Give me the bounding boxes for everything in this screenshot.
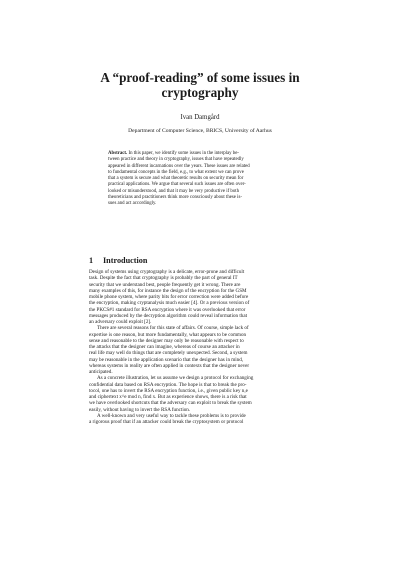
abstract-line: to fundamental concepts in the field, e.g., to what extent we can prove [108,169,244,175]
body-line: the PKCS#1 standard for RSA encryption where it was overlooked that error [89,306,246,313]
abstract-line: tween practice and theory in cryptography, issues that have repeatedly [108,157,244,163]
body-line: real life may well do things that are completely unexpected. Second, a system [89,350,248,357]
title-line: cryptography [161,85,239,100]
body-line: task. Despite the fact that cryptography is probably the part of general IT [89,275,238,282]
body-line: security that we understand best, people frequently get it wrong. There are [89,281,241,288]
abstract-line: theoreticians and practitioners think more consciously about these is- [108,195,242,201]
body-line: anticipated. [89,369,113,375]
body-line: mobile phone system, where parity bits for error correction were added before [89,294,249,300]
abstract-line: looked or misunderstood, and that it may be very productive if both [108,188,240,194]
body-line: messages produced by the decryption algorithm could reveal information that [89,312,248,319]
abstract-label: Abstract. [108,151,128,156]
body-line: confidential data based on RSA encryption. The hope is that to break the pro- [89,381,247,388]
body-line: As a concrete illustration, let us assume we design a protocol for exchanging [97,375,254,382]
abstract-text: In this paper, we identify some issues in the interplay be- [127,151,239,156]
body-line: and ciphertext x^e mod n, find x. But as experience shows, there is a risk that [89,394,247,400]
body-line: whereas systems in reality are often applied in contexts that the designer never [89,362,250,369]
section-heading [89,256,147,266]
body-line: the encryption, making cryptanalysis much easier [4]. Or a previous version of [89,300,250,307]
abstract-line: appeared in different incarnations over the years. These issues are related [108,163,250,169]
author-name: Ivan Damgård [180,114,220,121]
abstract [108,151,293,208]
abstract-line: practical applications. We argue that several such issues are often over- [108,182,246,188]
section-title: Introduction [103,256,148,265]
body-line: sense and reasonable to the designer may only be reasonable with respect to [89,337,244,344]
body-line: a rigorous proof that if an attacker could break the cryptosystem or protocol [89,419,244,425]
body-line: A well-known and very useful way to tackle these problems is to provide [97,412,246,419]
body-line: tocol, one has to invert the RSA encryption function, i.e., given public key n,e [89,387,248,394]
body-line: the attacks that the designer can imagine, whereas of course an attacker in [89,344,240,350]
paper-title [60,70,340,100]
body-line: may be reasonable in the application scenario that the designer has in mind, [89,356,244,363]
body-line: we have overlooked shortcuts that the adversary can exploit to break the system [89,400,252,407]
abstract-line: that a system is secure and what theoretic results on security mean for [108,176,244,182]
body-line: expertise is one reason, but more fundamentally, what appears to be common [89,331,247,338]
body-line: There are several reasons for this state of affairs. Of course, simple lack of [97,325,249,332]
body-line: an adversary could exploit [2]. [89,319,152,325]
abstract-line: sues and act accordingly. [108,201,157,207]
body-line: Design of systems using cryptography is a delicate, error-prone and difficult [89,269,245,275]
author-affiliation: Department of Computer Science, BRICS, University of Aarhus [128,128,272,134]
body-line: easily, without having to invert the RSA function. [89,406,191,413]
title-line: A “proof-reading” of some issues in [100,70,300,85]
section-number: 1 [89,256,94,265]
section-body [89,269,311,425]
body-line: many examples of this, for instance the design of the encryption for the GSM [89,287,247,294]
